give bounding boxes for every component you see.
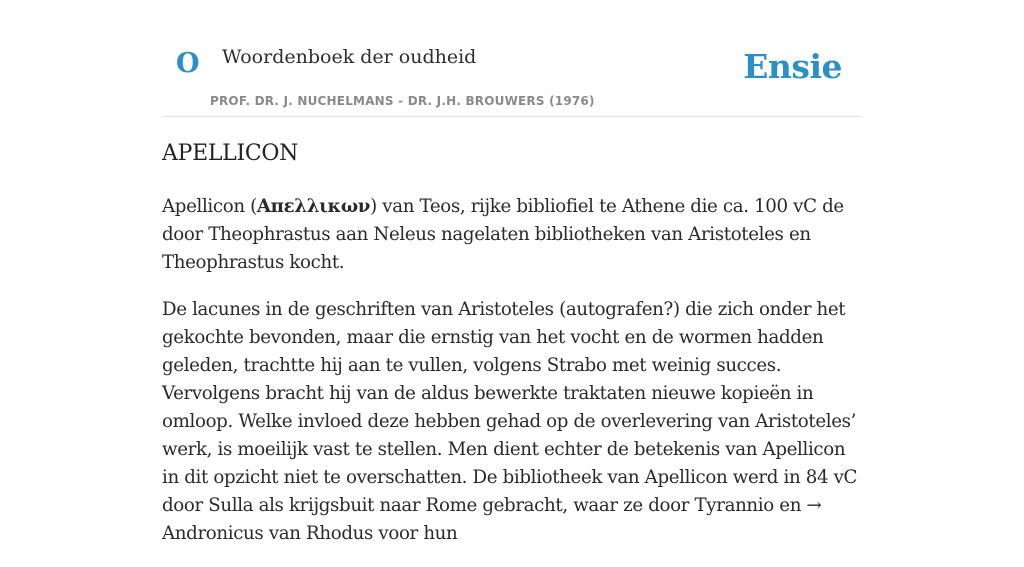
book-title[interactable]: Woordenboek der oudheid [222,46,477,68]
book-header [162,0,862,117]
entry-content [162,140,864,567]
entry-paragraph-2: De lacunes in de geschriften van Aristoteles (autografen?) die zich onder het gekochte bevonden, maar die ernstig van het vocht en de wormen hadden geleden, trachtte hij aan te vullen, volgens Strabo met weinig succes. Vervolgens bracht hij van de aldus bewerkte traktaten nieuwe kopieën in omloop. Welke invloed deze hebben gehad op de overlevering van Aristoteles’ werk, is moeilijk vast te stellen. Men dient echter de betekenis van Apellicon in dit opzicht niet te overschatten. De bibliotheek van Apellicon werd in 84 vC door Sulla als krijgsbuit naar Rome gebracht, waar ze door Tyrannio en → Andronicus van Rhodus voor hun [162,298,858,544]
paragraph-1-intro: Apellicon ( [162,195,257,217]
ensie-logo-link[interactable]: Ensie [743,47,842,86]
book-logo-letter: O [176,48,200,79]
book-authors: PROF. DR. J. NUCHELMANS - DR. J.H. BROUWERS (1976) [210,94,595,108]
paragraph-1-text: ) van Teos, rijke bibliofiel te Athene die ca. 100 vC de door Theophrastus aan Neleus nagelaten bibliotheken van Aristoteles en Theophrastus kocht. [162,195,844,273]
entry-paragraph-1 [162,193,864,277]
entry-title: APELLICON [162,141,299,166]
greek-name: Απελλικων [256,195,371,217]
